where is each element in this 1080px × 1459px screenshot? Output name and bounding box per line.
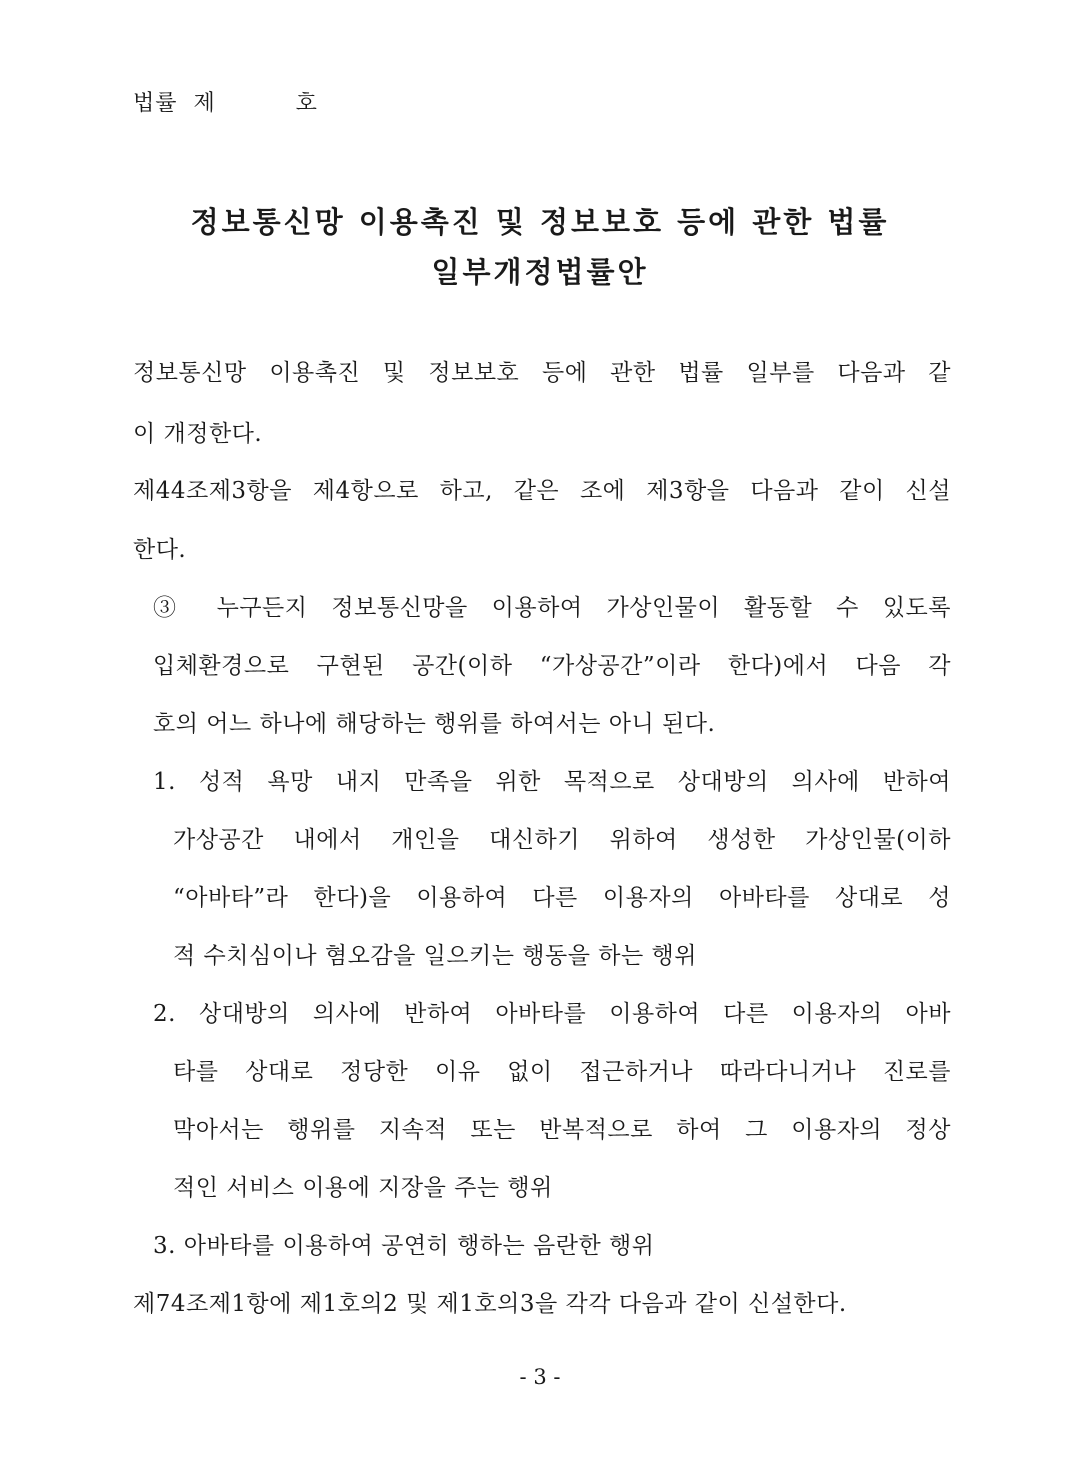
item-1-text-line: 1. 성적 욕망 내지 만족을 위한 목적으로 상대방의 의사에 반하여: [153, 769, 951, 795]
item-1-text-line: “아바타”라 한다)을 이용하여 다른 이용자의 아바타를 상대로 성: [173, 885, 951, 911]
paragraph-3-text-line: ③ 누구든지 정보통신망을 이용하여 가상인물이 활동할 수 있도록: [153, 595, 951, 621]
item-2-text-line: 2. 상대방의 의사에 반하여 아바타를 이용하여 다른 이용자의 아바: [153, 1001, 951, 1027]
item-3-text-line: 3. 아바타를 이용하여 공연히 행하는 음란한 행위: [153, 1233, 655, 1259]
article-44-text-line: 제44조제3항을 제4항으로 하고, 같은 조에 제3항을 다음과 같이 신설: [133, 478, 951, 504]
item-2-text-line: 막아서는 행위를 지속적 또는 반복적으로 하여 그 이용자의 정상: [173, 1117, 951, 1143]
item-1-text-line: 가상공간 내에서 개인을 대신하기 위하여 생성한 가상인물(이하: [173, 827, 951, 853]
paragraph-3-text-line: 호의 어느 하나에 해당하는 행위를 하여서는 아니 된다.: [153, 711, 716, 737]
intro-text-line: 정보통신망 이용촉진 및 정보보호 등에 관한 법률 일부를 다음과 같: [133, 360, 951, 386]
bill-title-line2: 일부개정법률안: [431, 255, 649, 289]
page-number: - 3 -: [519, 1365, 561, 1389]
bill-title-line1: 정보통신망 이용촉진 및 정보보호 등에 관한 법률: [190, 205, 890, 239]
law-number-header: 법률 제 호: [133, 91, 318, 116]
intro-text-line: 이 개정한다.: [133, 421, 263, 447]
paragraph-3-text-line: 입체환경으로 구현된 공간(이하 “가상공간”이라 한다)에서 다음 각: [153, 653, 951, 679]
article-44-text-line: 한다.: [133, 537, 187, 563]
article-74-text-line: 제74조제1항에 제1호의2 및 제1호의3을 각각 다음과 같이 신설한다.: [133, 1291, 847, 1317]
item-1-text-line: 적 수치심이나 혐오감을 일으키는 행동을 하는 행위: [173, 943, 697, 969]
item-2-text-line: 적인 서비스 이용에 지장을 주는 행위: [173, 1175, 553, 1201]
item-2-text-line: 타를 상대로 정당한 이유 없이 접근하거나 따라다니거나 진로를: [173, 1059, 951, 1085]
